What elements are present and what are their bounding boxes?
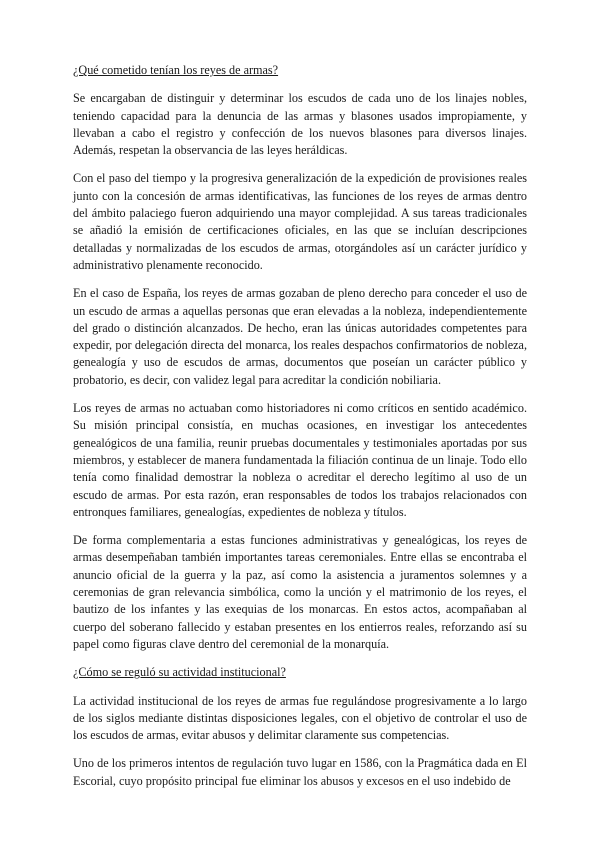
paragraph: Los reyes de armas no actuaban como historiadores ni como críticos en sentido académico. Su misión principal consistía, en muchas ocasiones, en investigar los antecedentes genealógicos de una familia, reunir pruebas documentales y testimoniales aportadas por sus miembros, y establecer de manera fundamentada la filiación continua de un linaje. Todo ello tenía como finalidad demostrar la nobleza o acreditar el derecho legítimo al uso de un escudo de armas. Por esta razón, eran responsables de todos los trabajos relacionados con entronques familiares, genealogías, expedientes de nobleza y títulos. <box>73 401 527 519</box>
paragraph: De forma complementaria a estas funciones administrativas y genealógicas, los reyes de armas desempeñaban también importantes tareas ceremoniales. Entre ellas se encontraba el anuncio oficial de la guerra y la paz, así como la asistencia a juramentos solemnes y a ceremonias de gran relevancia simbólica, como la unción y el matrimonio de los reyes, el bautizo de los infantes y las exequias de los monarcas. En estos actos, acompañaban al cuerpo del soberano fallecido y estaban presentes en los entierros reales, reforzando así su papel como figuras clave dentro del ceremonial de la monarquía. <box>73 533 527 651</box>
paragraph: Con el paso del tiempo y la progresiva generalización de la expedición de provisiones reales junto con la concesión de armas identificativas, las funciones de los reyes de armas dentro del ámbito palaciego fueron adquiriendo una mayor complejidad. A sus tareas tradicionales se añadió la emisión de certificaciones oficiales, en las que se incluían descripciones detalladas y normalizadas de los escudos de armas, otorgándoles así un carácter jurídico y administrativo plenamente reconocido. <box>73 171 527 272</box>
paragraph: La actividad institucional de los reyes de armas fue regulándose progresivamente a lo largo de los siglos mediante distintas disposiciones legales, con el objetivo de controlar el uso de los escudos de armas, evitar abusos y delimitar claramente sus competencias. <box>73 693 527 743</box>
paragraph: Se encargaban de distinguir y determinar los escudos de cada uno de los linajes nobles, teniendo capacidad para la denuncia de las armas y blasones usados impropiamente, y llevaban a cabo el registro y confección de los nuevos blasones para diversos linajes. Además, respetan la observancia de las leyes heráldicas. <box>73 91 527 158</box>
paragraph: En el caso de España, los reyes de armas gozaban de pleno derecho para conceder el uso de un escudo de armas a aquellas personas que eran elevadas a la nobleza, independientemente del grado o distinción alcanzados. De hecho, eran las únicas autoridades competentes para expedir, por delegación directa del monarca, los reales despachos confirmatorios de nobleza, genealogía y uso de escudos de armas, documentos que poseían un carácter público y probatorio, es decir, con validez legal para acreditar la condición nobiliaria. <box>73 286 527 387</box>
paragraph: Uno de los primeros intentos de regulación tuvo lugar en 1586, con la Pragmática dada en El Escorial, cuyo propósito principal fue eliminar los abusos y excesos en el uso indebido de <box>73 756 527 788</box>
section-heading-duties: ¿Qué cometido tenían los reyes de armas? <box>73 63 279 77</box>
document-body <box>73 62 527 790</box>
section-heading-regulation: ¿Cómo se reguló su actividad institucional? <box>73 665 286 680</box>
